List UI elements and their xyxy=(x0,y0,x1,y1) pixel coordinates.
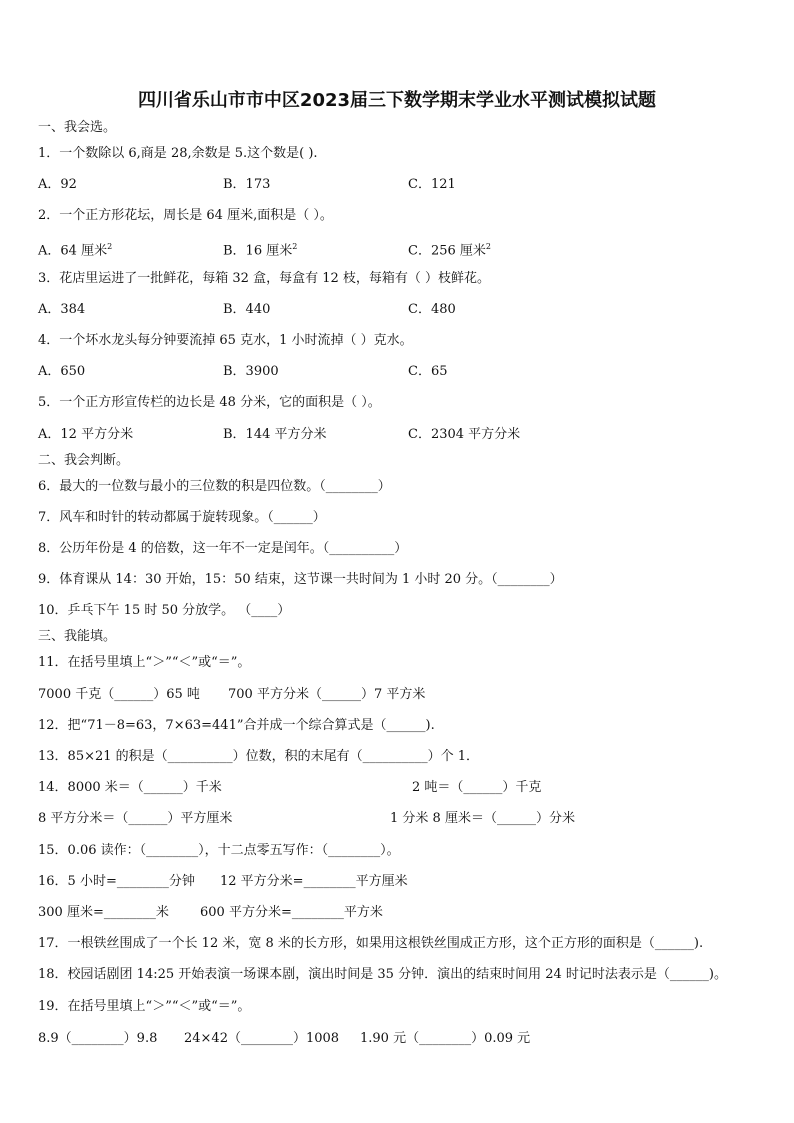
question-7: 7．风车和时针的转动都属于旋转现象。（______） xyxy=(38,510,326,525)
question-8: 8．公历年份是 4 的倍数，这一年不一定是闰年。（__________） xyxy=(38,541,408,556)
question-12: 12．把“71－8=63，7×63=441”合并成一个综合算式是（______). xyxy=(38,718,435,733)
q5-option-b: B．144 平方分米 xyxy=(223,427,327,442)
question-1: 1．一个数除以 6,商是 28,余数是 5.这个数是( ). xyxy=(38,146,318,161)
q2-option-a: A．64 厘米$^2$ xyxy=(38,242,113,259)
section-heading-fill: 三、我能填。 xyxy=(38,629,117,644)
q19-item-c: 1.90 元（________）0.09 元 xyxy=(360,1031,531,1046)
q2-option-c: C．256 厘米$^2$ xyxy=(408,242,491,259)
q5-option-c: C．2304 平方分米 xyxy=(408,427,521,442)
question-11: 11．在括号里填上“＞”“＜”或“＝”。 xyxy=(38,655,251,670)
q14-item-d: 1 分米 8 厘米＝（______）分米 xyxy=(390,811,575,826)
q16-item-c: 300 厘米=________米 xyxy=(38,905,169,920)
q16-item-b: 12 平方分米=________平方厘米 xyxy=(220,874,408,889)
q11-item-left: 7000 千克（______）65 吨 xyxy=(38,687,200,702)
question-5: 5．一个正方形宣传栏的边长是 48 分米，它的面积是（ ）。 xyxy=(38,395,381,410)
q19-item-b: 24×42（________）1008 xyxy=(184,1031,340,1046)
q11-item-right: 700 平方分米（______）7 平方米 xyxy=(228,687,426,702)
q14-item-b: 2 吨＝（______）千克 xyxy=(412,780,542,795)
q16-item-a: 16．5 小时=________分钟 xyxy=(38,874,195,889)
q19-item-a: 8.9（________）9.8 xyxy=(38,1031,158,1046)
q3-option-a: A．384 xyxy=(38,302,86,317)
q4-option-a: A．650 xyxy=(38,364,86,379)
question-2: 2．一个正方形花坛，周长是 64 厘米,面积是（ ）。 xyxy=(38,208,333,223)
q2-option-b: B．16 厘米$^2$ xyxy=(223,242,298,259)
q1-option-a: A．92 xyxy=(38,177,77,192)
question-18: 18．校园话剧团 14:25 开始表演一场课本剧，演出时间是 35 分钟．演出的结束时间用 24 时记时法表示是（______)。 xyxy=(38,967,727,982)
question-9: 9．体育课从 14：30 开始，15：50 结束，这节课一共时间为 1 小时 20 分。（________） xyxy=(38,572,563,587)
question-17: 17．一根铁丝围成了一个长 12 米，宽 8 米的长方形，如果用这根铁丝围成正方形，这个正方形的面积是（______). xyxy=(38,936,704,951)
question-3: 3．花店里运进了一批鲜花，每箱 32 盒，每盒有 12 枝，每箱有（ ）枝鲜花。 xyxy=(38,271,491,286)
question-6: 6．最大的一位数与最小的三位数的积是四位数。（________） xyxy=(38,479,391,494)
q3-option-b: B．440 xyxy=(223,302,271,317)
q4-option-b: B．3900 xyxy=(223,364,279,379)
question-15: 15．0.06 读作：（________），十二点零五写作：（________）。 xyxy=(38,843,400,858)
q14-item-c: 8 平方分米＝（______）平方厘米 xyxy=(38,811,233,826)
question-10: 10．乒乓下午 15 时 50 分放学。 （____） xyxy=(38,603,291,618)
q4-option-c: C．65 xyxy=(408,364,448,379)
q16-item-d: 600 平方分米=________平方米 xyxy=(200,905,383,920)
q1-option-b: B．173 xyxy=(223,177,271,192)
q3-option-c: C．480 xyxy=(408,302,456,317)
question-19: 19．在括号里填上“＞”“＜”或“＝”。 xyxy=(38,999,251,1014)
q14-item-a: 14．8000 米＝（______）千米 xyxy=(38,780,222,795)
question-4: 4．一个坏水龙头每分钟要流掉 65 克水，1 小时流掉（ ）克水。 xyxy=(38,333,413,348)
question-13: 13．85×21 的积是（__________）位数，积的末尾有（__________）个 1． xyxy=(38,749,480,764)
q1-option-c: C．121 xyxy=(408,177,456,192)
q5-option-a: A．12 平方分米 xyxy=(38,427,134,442)
section-heading-choice: 一、我会选。 xyxy=(38,120,117,135)
page-title: 四川省乐山市市中区2023届三下数学期末学业水平测试模拟试题 xyxy=(137,90,657,111)
section-heading-judge: 二、我会判断。 xyxy=(38,453,130,468)
